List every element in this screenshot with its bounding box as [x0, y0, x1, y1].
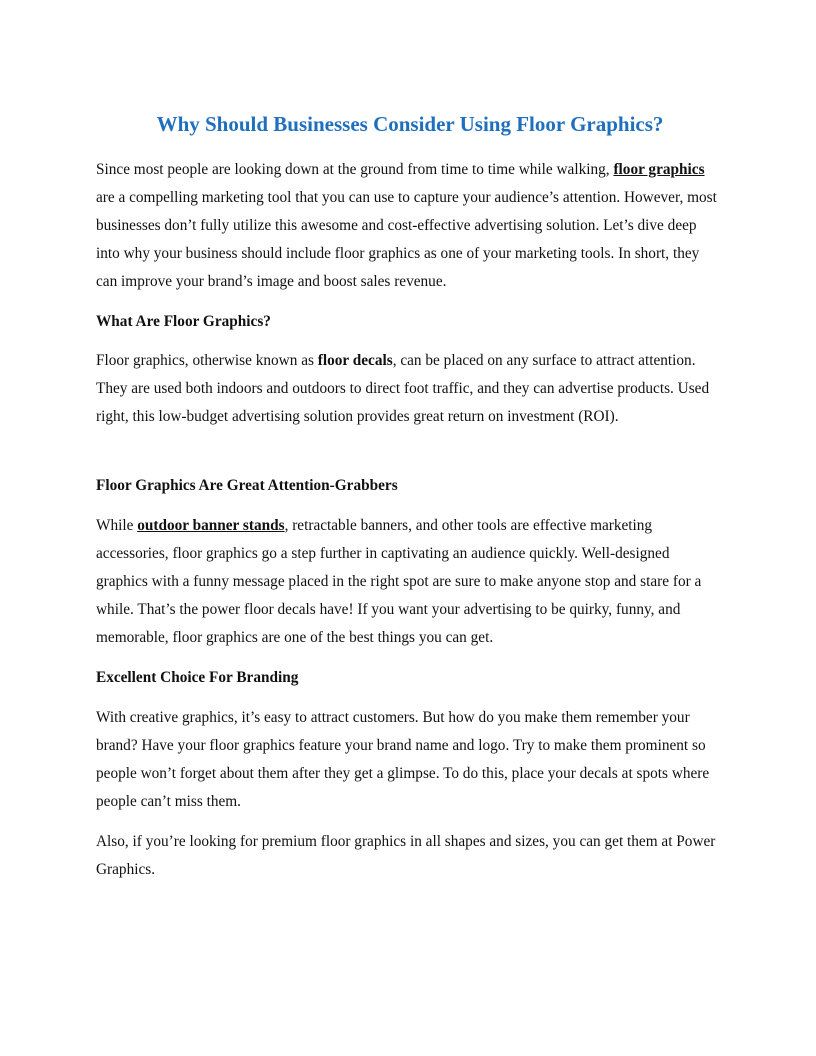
section1-paragraph: [96, 347, 724, 431]
section2-text-end: , retractable banners, and other tools are effective marketing accessories, floor graphics go a step further in captivating an audience quickly. Well-designed graphics with a funny message placed in the right spot are sure to make anyone stop and stare for a while. That’s the power floor decals have! If you want your advertising to be quirky, funny, and memorable, floor graphics are one of the best things you can get.: [96, 517, 702, 646]
floor-graphics-link[interactable]: floor graphics: [613, 161, 705, 178]
floor-decals-term: floor decals: [317, 352, 393, 369]
section2-text-start: While: [96, 517, 138, 534]
intro-paragraph: [96, 156, 724, 296]
section1-text-end: , can be placed on any surface to attract attention. They are used both indoors and outdoors to direct foot traffic, and they can advertise products. Used right, this low-budget advertising solution provides great return on investment (ROI).: [96, 352, 710, 425]
intro-text-end: are a compelling marketing tool that you can use to capture your audience’s attention. However, most businesses don’t fully utilize this awesome and cost-effective advertising solution. Let’s dive deep into why your business should include floor graphics as one of your marketing tools. In short, they can improve your brand’s image and boost sales revenue.: [96, 189, 717, 290]
section3-paragraph-1: With creative graphics, it’s easy to attract customers. But how do you make them remember your brand? Have your floor graphics feature your brand name and logo. Try to make them prominent so people won’t forget about them after they get a glimpse. To do this, place your decals at spots where people can’t miss them.: [96, 709, 710, 810]
outdoor-banner-stands-link[interactable]: outdoor banner stands: [137, 517, 285, 534]
section-heading-branding: Excellent Choice For Branding: [96, 669, 299, 686]
section2-paragraph: [96, 512, 724, 652]
section3-paragraph-2: Also, if you’re looking for premium floor graphics in all shapes and sizes, you can get them at Power Graphics.: [96, 833, 716, 878]
section1-text-start: Floor graphics, otherwise known as: [96, 352, 318, 369]
intro-text-start: Since most people are looking down at the ground from time to time while walking,: [96, 161, 614, 178]
section-heading-what-are-floor-graphics: What Are Floor Graphics?: [96, 313, 271, 330]
page-title: Why Should Businesses Consider Using Floor Graphics?: [156, 112, 664, 136]
section-heading-attention-grabbers: Floor Graphics Are Great Attention-Grabbers: [96, 477, 398, 494]
